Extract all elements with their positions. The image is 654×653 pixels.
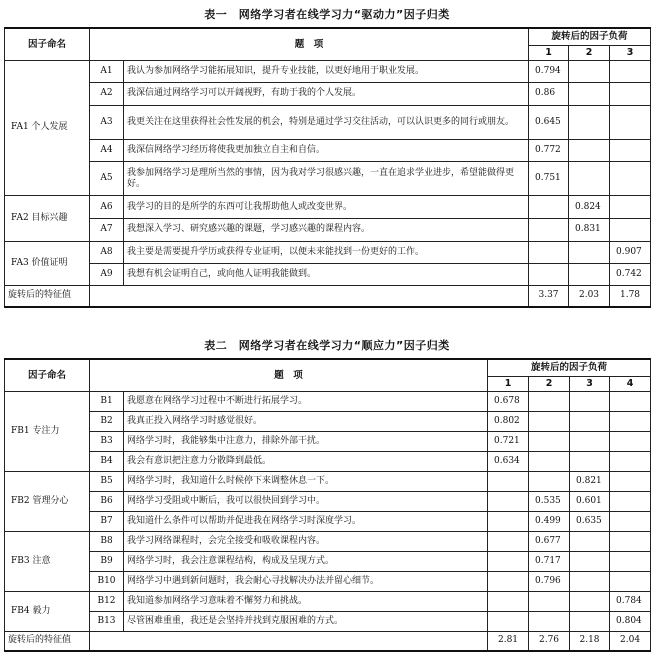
loading-value-cell <box>610 571 651 591</box>
loading-value-cell: 0.535 <box>529 491 570 511</box>
table-row <box>5 105 651 139</box>
loading-value-cell: 0.677 <box>529 531 570 551</box>
loading-value-cell <box>488 531 529 551</box>
eigenvalue-blank <box>90 285 529 307</box>
eigenvalue-cell: 2.03 <box>569 285 610 307</box>
loading-value-cell <box>529 218 569 241</box>
loading-value-cell <box>488 611 529 631</box>
loading-value-cell <box>488 471 529 491</box>
item-code-cell: A7 <box>90 218 124 241</box>
loading-value-cell: 0.772 <box>529 139 569 162</box>
item-header: 题 项 <box>90 28 529 60</box>
loading-value-cell <box>570 611 610 631</box>
eigenvalue-row <box>5 631 651 651</box>
eigenvalue-cell: 2.18 <box>570 631 610 651</box>
loadings-header: 旋转后的因子负荷 <box>529 28 651 45</box>
loading-value-cell: 0.634 <box>488 451 529 471</box>
item-text-cell: 我认为参加网络学习能拓展知识，提升专业技能，以更好地用于职业发展。 <box>124 60 529 83</box>
factor-name-cell: FA1 个人发展 <box>5 60 90 196</box>
eigenvalue-cell: 1.78 <box>610 285 651 307</box>
item-text-cell: 网络学习受阻或中断后，我可以很快回到学习中。 <box>124 491 488 511</box>
loading-value-cell: 0.802 <box>488 411 529 431</box>
loading-value-cell: 0.831 <box>569 218 610 241</box>
table-row <box>5 611 651 631</box>
factor-name-cell: FB1 专注力 <box>5 391 90 471</box>
item-text-cell: 我主要是需要提升学历或获得专业证明，以便未来能找到一份更好的工作。 <box>124 241 529 264</box>
table-row <box>5 196 651 219</box>
loading-value-cell <box>570 391 610 411</box>
factor-name-cell: FA2 目标兴趣 <box>5 196 90 241</box>
loading-value-cell <box>610 491 651 511</box>
item-code-cell: A4 <box>90 139 124 162</box>
loading-value-cell <box>610 531 651 551</box>
loading-value-cell <box>529 591 570 611</box>
loading-value-cell <box>569 60 610 83</box>
factor-name-cell: FA3 价值证明 <box>5 241 90 285</box>
loading-value-cell <box>569 105 610 139</box>
loading-value-cell <box>570 431 610 451</box>
loading-value-cell: 0.601 <box>570 491 610 511</box>
loading-value-cell <box>529 391 570 411</box>
loading-value-cell <box>529 611 570 631</box>
item-text-cell: 我深信通过网络学习可以开阔视野，有助于我的个人发展。 <box>124 83 529 106</box>
item-code-cell: A8 <box>90 241 124 264</box>
eigenvalue-blank <box>90 631 488 651</box>
loading-value-cell: 0.678 <box>488 391 529 411</box>
factor-name-header: 因子命名 <box>5 359 90 391</box>
item-code-cell: B13 <box>90 611 124 631</box>
loading-col-3: 3 <box>570 376 610 391</box>
table-row <box>5 162 651 196</box>
loading-value-cell: 0.751 <box>529 162 569 196</box>
item-code-cell: A5 <box>90 162 124 196</box>
loading-value-cell: 0.784 <box>610 591 651 611</box>
item-text-cell: 网络学习时，我能够集中注意力，排除外部干扰。 <box>124 431 488 451</box>
item-text-cell: 我愿意在网络学习过程中不断进行拓展学习。 <box>124 391 488 411</box>
loading-value-cell: 0.824 <box>569 196 610 219</box>
table-row <box>5 451 651 471</box>
loading-value-cell <box>488 511 529 531</box>
loading-value-cell <box>570 551 610 571</box>
item-header: 题 项 <box>90 359 488 391</box>
loading-value-cell <box>529 264 569 286</box>
item-text-cell: 我想有机会证明自己，或向他人证明我能做到。 <box>124 264 529 286</box>
table-row <box>5 551 651 571</box>
loading-value-cell <box>610 391 651 411</box>
loading-value-cell <box>569 264 610 286</box>
loading-value-cell <box>610 162 651 196</box>
eigenvalue-cell: 2.81 <box>488 631 529 651</box>
item-text-cell: 我会有意识把注意力分散降到最低。 <box>124 451 488 471</box>
table1-caption: 表一 网络学习者在线学习力“驱动力”因子归类 <box>204 8 450 21</box>
item-code-cell: B1 <box>90 391 124 411</box>
loading-value-cell: 0.499 <box>529 511 570 531</box>
loading-value-cell <box>569 139 610 162</box>
item-text-cell: 网络学习时，我会注意课程结构，构成及呈现方式。 <box>124 551 488 571</box>
item-code-cell: B5 <box>90 471 124 491</box>
factor-name-cell: FB2 管理分心 <box>5 471 90 531</box>
table2 <box>4 358 651 652</box>
factor-name-header: 因子命名 <box>5 28 90 60</box>
loadings-header: 旋转后的因子负荷 <box>488 359 651 376</box>
loading-col-2: 2 <box>569 45 610 60</box>
loading-value-cell <box>610 196 651 219</box>
item-code-cell: B12 <box>90 591 124 611</box>
loading-value-cell <box>570 451 610 471</box>
loading-value-cell: 0.742 <box>610 264 651 286</box>
loading-value-cell <box>610 60 651 83</box>
item-text-cell: 我参加网络学习是理所当然的事情，因为我对学习很感兴趣，一直在追求学业进步，希望能做得更好。 <box>124 162 529 196</box>
loading-value-cell <box>610 471 651 491</box>
item-code-cell: B3 <box>90 431 124 451</box>
loading-value-cell <box>570 591 610 611</box>
loading-value-cell <box>610 83 651 106</box>
loading-value-cell <box>610 551 651 571</box>
loading-value-cell <box>570 411 610 431</box>
loading-value-cell: 0.794 <box>529 60 569 83</box>
table-row <box>5 411 651 431</box>
loading-value-cell: 0.645 <box>529 105 569 139</box>
eigenvalue-label: 旋转后的特征值 <box>5 631 90 651</box>
loading-value-cell <box>569 241 610 264</box>
table-row <box>5 83 651 106</box>
loading-value-cell <box>610 451 651 471</box>
item-code-cell: B2 <box>90 411 124 431</box>
item-code-cell: B7 <box>90 511 124 531</box>
table2-caption: 表二 网络学习者在线学习力“顺应力”因子归类 <box>204 339 450 352</box>
table-row <box>5 571 651 591</box>
loading-col-2: 2 <box>529 376 570 391</box>
loading-value-cell <box>488 551 529 571</box>
loading-value-cell <box>529 431 570 451</box>
item-text-cell: 我知道参加网络学习意味着不懈努力和挑战。 <box>124 591 488 611</box>
loading-value-cell <box>488 491 529 511</box>
loading-value-cell <box>488 591 529 611</box>
item-text-cell: 尽管困难重重，我还是会坚持并找到克服困难的方式。 <box>124 611 488 631</box>
table-row <box>5 591 651 611</box>
eigenvalue-label: 旋转后的特征值 <box>5 285 90 307</box>
loading-value-cell: 0.821 <box>570 471 610 491</box>
table-row <box>5 241 651 264</box>
loading-value-cell <box>610 218 651 241</box>
loading-value-cell <box>570 571 610 591</box>
loading-value-cell: 0.907 <box>610 241 651 264</box>
loading-value-cell <box>569 162 610 196</box>
item-code-cell: A6 <box>90 196 124 219</box>
loading-col-1: 1 <box>488 376 529 391</box>
table-row <box>5 531 651 551</box>
factor-name-cell: FB4 毅力 <box>5 591 90 631</box>
item-code-cell: A3 <box>90 105 124 139</box>
loading-value-cell: 0.717 <box>529 551 570 571</box>
eigenvalue-cell: 2.04 <box>610 631 651 651</box>
item-text-cell: 我深信网络学习经历将使我更加独立自主和自信。 <box>124 139 529 162</box>
item-text-cell: 网络学习时，我知道什么时候停下来调整休息一下。 <box>124 471 488 491</box>
item-text-cell: 我知道什么条件可以帮助并促进我在网络学习时深度学习。 <box>124 511 488 531</box>
loading-value-cell <box>610 139 651 162</box>
loading-value-cell <box>529 411 570 431</box>
item-code-cell: B8 <box>90 531 124 551</box>
loading-value-cell: 0.635 <box>570 511 610 531</box>
item-text-cell: 我更关注在这里获得社会性发展的机会，特别是通过学习交往活动，可以认识更多的同行或朋友。 <box>124 105 529 139</box>
table-row <box>5 491 651 511</box>
item-text-cell: 我想深入学习、研究感兴趣的课题，学习感兴趣的课程内容。 <box>124 218 529 241</box>
loading-value-cell <box>610 411 651 431</box>
loading-value-cell <box>529 451 570 471</box>
eigenvalue-cell: 2.76 <box>529 631 570 651</box>
loading-value-cell <box>610 431 651 451</box>
factor-name-cell: FB3 注意 <box>5 531 90 591</box>
loading-value-cell: 0.86 <box>529 83 569 106</box>
loading-value-cell <box>570 531 610 551</box>
table1 <box>4 27 651 308</box>
item-code-cell: A1 <box>90 60 124 83</box>
loading-col-1: 1 <box>529 45 569 60</box>
loading-value-cell <box>610 105 651 139</box>
loading-col-3: 3 <box>610 45 651 60</box>
table-row <box>5 471 651 491</box>
loading-value-cell <box>610 511 651 531</box>
table-row <box>5 60 651 83</box>
item-code-cell: A9 <box>90 264 124 286</box>
loading-value-cell <box>488 571 529 591</box>
item-text-cell: 网络学习中遇到新问题时，我会耐心寻找解决办法并留心细节。 <box>124 571 488 591</box>
item-text-cell: 我学习的目的是所学的东西可让我帮助他人或改变世界。 <box>124 196 529 219</box>
table-row <box>5 139 651 162</box>
item-code-cell: B9 <box>90 551 124 571</box>
table-row <box>5 511 651 531</box>
table-row <box>5 218 651 241</box>
loading-value-cell: 0.721 <box>488 431 529 451</box>
table-row <box>5 264 651 286</box>
item-code-cell: A2 <box>90 83 124 106</box>
loading-col-4: 4 <box>610 376 651 391</box>
loading-value-cell <box>569 83 610 106</box>
eigenvalue-row <box>5 285 651 307</box>
eigenvalue-cell: 3.37 <box>529 285 569 307</box>
item-code-cell: B10 <box>90 571 124 591</box>
item-code-cell: B4 <box>90 451 124 471</box>
item-code-cell: B6 <box>90 491 124 511</box>
item-text-cell: 我学习网络课程时，会完全接受和吸收课程内容。 <box>124 531 488 551</box>
loading-value-cell <box>529 471 570 491</box>
item-text-cell: 我真正投入网络学习时感觉很好。 <box>124 411 488 431</box>
table-row <box>5 391 651 411</box>
loading-value-cell <box>529 241 569 264</box>
table-row <box>5 431 651 451</box>
loading-value-cell: 0.804 <box>610 611 651 631</box>
loading-value-cell <box>529 196 569 219</box>
loading-value-cell: 0.796 <box>529 571 570 591</box>
